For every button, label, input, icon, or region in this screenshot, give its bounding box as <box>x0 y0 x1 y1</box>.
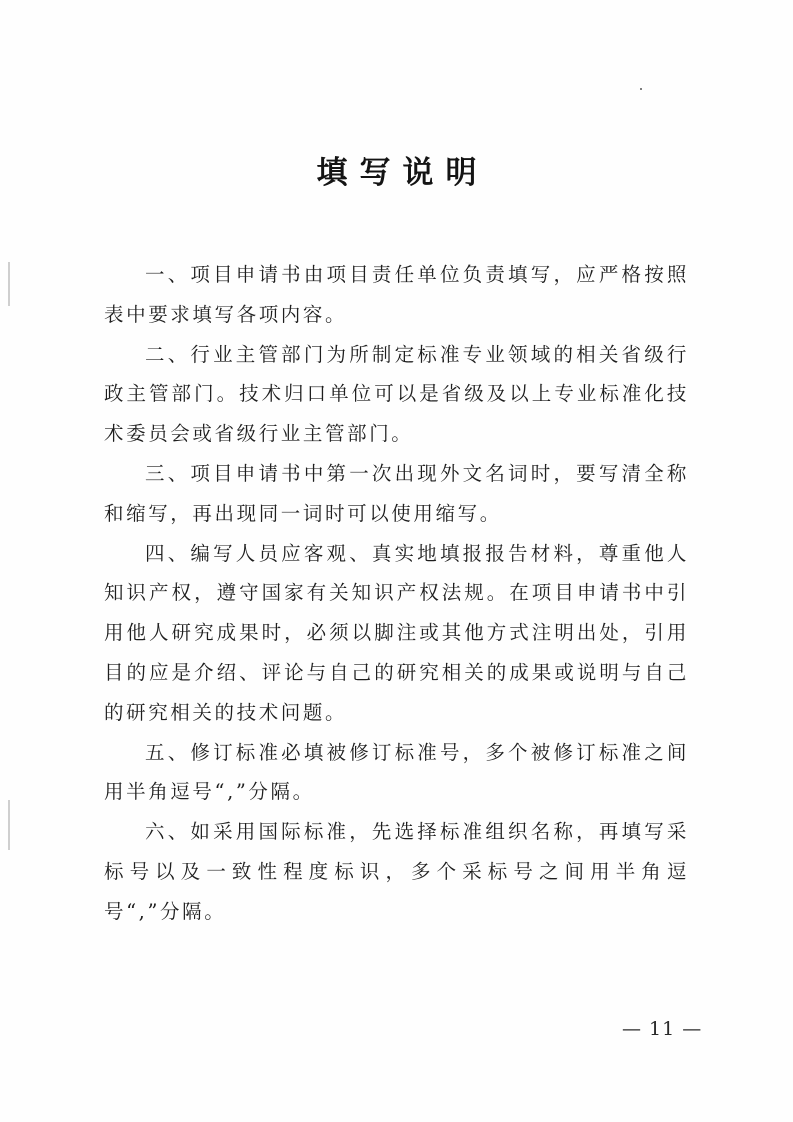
instructions-body <box>104 255 689 932</box>
instruction-paragraph-4: 四、编写人员应客观、真实地填报报告材料，尊重他人知识产权，遵守国家有关知识产权法规。在项目申请书中引用他人研究成果时，必须以脚注或其他方式注明出处，引用目的应是介绍、评论与自己的研究相关的成果或说明与自己的研究相关的技术问题。 <box>104 541 689 724</box>
instruction-paragraph-3: 三、项目申请书中第一次出现外文名词时，要写清全称和缩写，再出现同一词时可以使用缩写。 <box>104 461 689 525</box>
page-number: — 11 — <box>622 1018 703 1040</box>
scan-edge-mark-bottom <box>8 800 10 850</box>
page-title: 填写说明 <box>316 155 489 191</box>
instruction-paragraph-5: 五、修订标准必填被修订标准号，多个被修订标准之间用半角逗号“,”分隔。 <box>104 740 689 804</box>
instruction-paragraph-2: 二、行业主管部门为所制定标准专业领域的相关省级行政主管部门。技术归口单位可以是省级及以上专业标准化技术委员会或省级行业主管部门。 <box>104 342 689 446</box>
instruction-paragraph-1: 一、项目申请书由项目责任单位负责填写，应严格按照表中要求填写各项内容。 <box>104 263 689 326</box>
instruction-paragraph-6: 六、如采用国际标准，先选择标准组织名称，再填写采标号以及一致性程度标识，多个采标号之间用半角逗号“,”分隔。 <box>104 820 689 923</box>
scan-dot-mark <box>640 88 642 90</box>
scan-edge-mark-top <box>8 262 10 306</box>
